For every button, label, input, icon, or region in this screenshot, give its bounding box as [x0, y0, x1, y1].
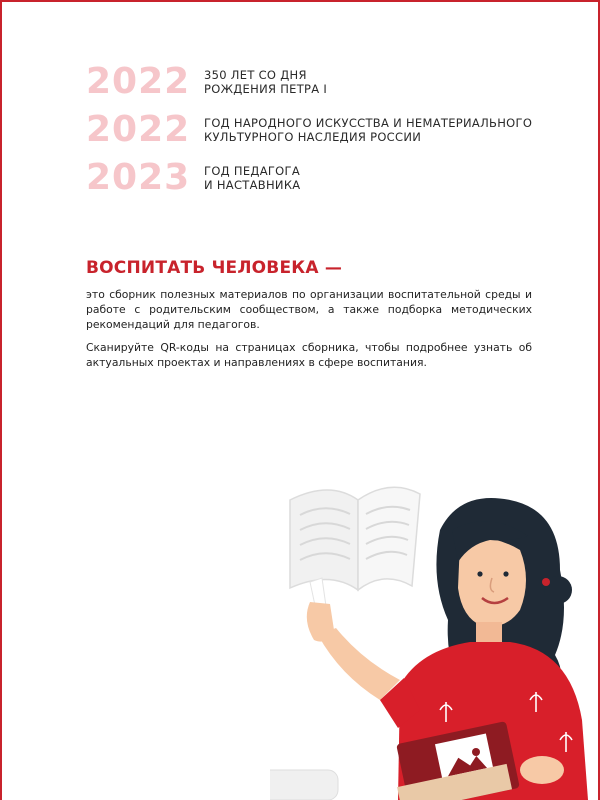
headline: ВОСПИТАТЬ ЧЕЛОВЕКА —	[86, 258, 343, 278]
year-description-line2: И НАСТАВНИКА	[204, 178, 301, 192]
year-row-peter	[86, 62, 327, 102]
year-row-folk-art	[86, 110, 532, 150]
year-number: 2022	[86, 61, 191, 102]
year-description	[204, 68, 327, 96]
open-book-icon	[290, 487, 420, 590]
intro-paragraph: это сборник полезных материалов по организации воспитательной среды и работе с родительским сообществом, а также подборка методических рекомендаций для педагогов.	[86, 288, 532, 331]
year-description-line1: 350 ЛЕТ СО ДНЯ	[204, 68, 307, 82]
teacher-illustration	[270, 470, 600, 800]
year-description-line2: КУЛЬТУРНОГО НАСЛЕДИЯ РОССИИ	[204, 130, 422, 144]
qr-paragraph: Сканируйте QR-коды на страницах сборника, чтобы подробнее узнать об актуальных проектах и направлениях в сфере воспитания.	[86, 341, 532, 369]
year-number: 2023	[86, 157, 191, 198]
year-description-line1: ГОД НАРОДНОГО ИСКУССТВА И НЕМАТЕРИАЛЬНОГО	[204, 116, 533, 130]
year-description-line2: РОЖДЕНИЯ ПЕТРА I	[204, 82, 328, 96]
year-description	[204, 164, 300, 192]
year-description-line1: ГОД ПЕДАГОГА	[204, 164, 301, 178]
year-row-teacher	[86, 158, 300, 198]
year-description	[204, 116, 532, 144]
year-number: 2022	[86, 109, 191, 150]
